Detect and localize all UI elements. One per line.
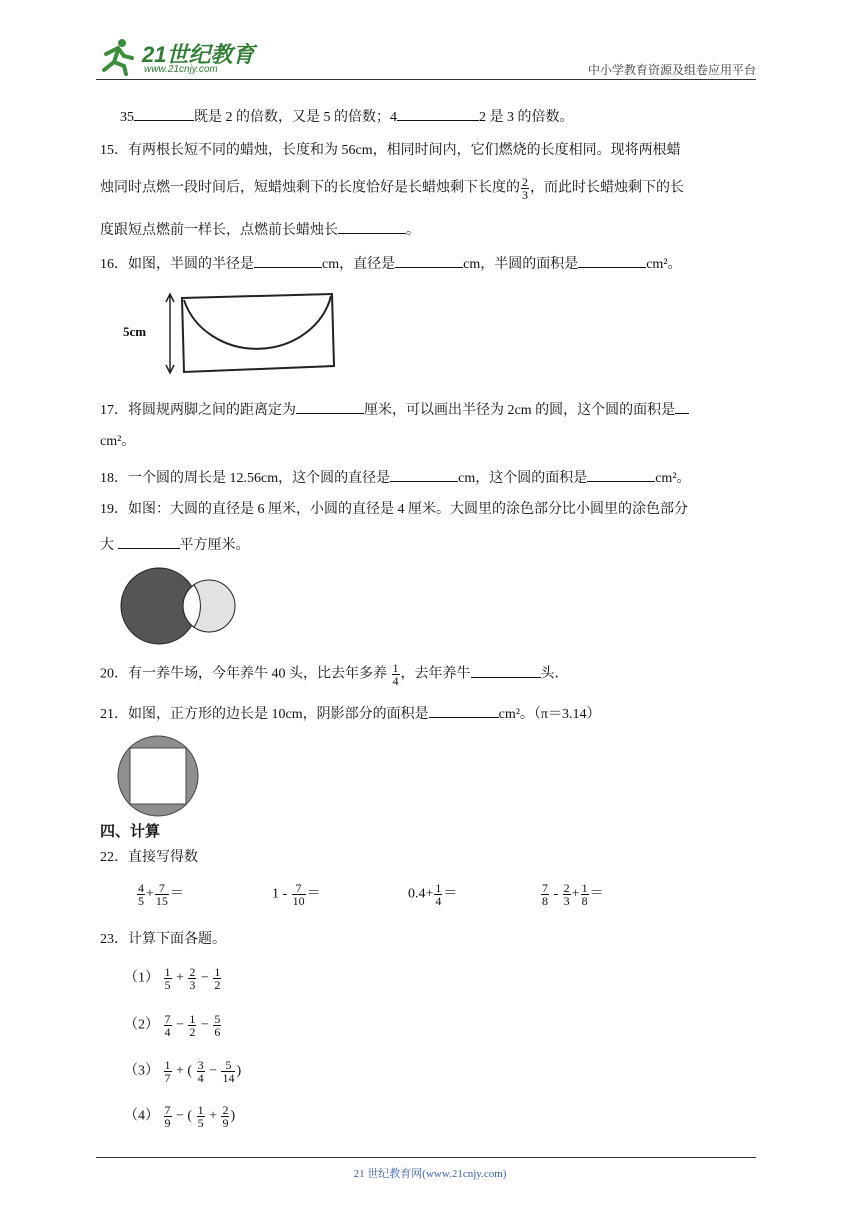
q23-item-3: （3） $\frac{1}{7}$ + ( $\frac{3}{4}$ − $\frac{5}{14}$ )	[124, 1058, 242, 1085]
fraction: $\frac{1}{4}$	[392, 661, 399, 688]
fraction: $\frac{2}{3}$	[522, 175, 528, 202]
q17-line1: 17．将圆规两脚之间的距离定为 厘米，可以画出半径为 2cm 的圆，这个圆的面积是	[100, 399, 689, 421]
q22-expr-4: $\frac{7}{8}$ - $\frac{2}{3}$ + $\frac{1}{8}$ ＝	[542, 881, 604, 908]
q19-line1: 19．如图：大圆的直径是 6 厘米，小圆的直径是 4 厘米。大圆里的涂色部分比小圆里的涂色部分	[100, 502, 688, 517]
footer-divider	[96, 1157, 756, 1158]
q22-expr-3: 0.4+ $\frac{1}{4}$ ＝	[408, 881, 458, 908]
q23-item-4: （4） $\frac{7}{9}$ − ( $\frac{1}{5}$ + $\frac{2}{9}$ )	[124, 1103, 236, 1130]
q15-line3: 度跟短点燃前一样长，点燃前长蜡烛长 。	[100, 219, 420, 241]
q16: 16．如图，半圆的半径是 cm，直径是 cm，半圆的面积是 cm²。	[100, 253, 682, 275]
q23-item-1: （1） $\frac{1}{5}$ + $\frac{2}{3}$ − $\frac{1}{2}$	[124, 965, 221, 992]
header-right-text: 中小学教育资源及组卷应用平台	[587, 63, 756, 77]
q23-item-2: （2） $\frac{7}{4}$ − $\frac{1}{2}$ − $\frac{5}{6}$	[124, 1012, 221, 1039]
q18: 18．一个圆的周长是 12.56cm，这个圆的直径是 cm，这个圆的面积是 cm²。	[100, 467, 691, 489]
runner-logo-icon	[96, 36, 136, 76]
logo-text: 21世纪教育	[142, 42, 255, 67]
circles-figure	[118, 564, 243, 649]
q20: 20．有一养牛场，今年养牛 40 头，比去年多养 $\frac{1}{4}$ ，去年养牛 头．	[100, 661, 569, 688]
q14-cont: 35 既是 2 的倍数，又是 5 的倍数；4 2 是 3 的倍数。	[120, 106, 574, 128]
q21: 21．如图，正方形的边长是 10cm，阴影部分的面积是 cm²。（π＝3.14）	[100, 703, 600, 725]
logo	[96, 36, 256, 78]
q22-title: 22．直接写得数	[100, 850, 198, 865]
q15-line1: 15．有两根长短不同的蜡烛，长度和为 56cm，相同时间内，它们燃烧的长度相同。现将两根蜡	[100, 143, 681, 158]
q22-expr-2: 1 - $\frac{7}{10}$ ＝	[272, 881, 321, 908]
figure-label-5cm: 5cm	[123, 324, 147, 339]
q22-expr-1: $\frac{4}{5}$ + $\frac{7}{15}$ ＝	[138, 881, 184, 908]
section-heading: 四、计算	[100, 823, 161, 840]
q17-line2: cm²。	[100, 434, 136, 449]
q23-title: 23．计算下面各题。	[100, 932, 226, 947]
q15-line2: 烛同时点燃一段时间后，短蜡烛剩下的长度恰好是长蜡烛剩下长度的 $\frac{2}{3}$ ，而此时长蜡烛剩下的长	[100, 175, 684, 202]
header-divider	[96, 79, 756, 80]
square-in-circle-figure	[116, 734, 200, 818]
q19-line2: 大 平方厘米。	[100, 534, 250, 556]
logo-url: www.21cnjy.com	[144, 64, 218, 75]
semicircle-figure	[120, 290, 340, 375]
footer-text: 21 世纪教育网(www.21cnjy.com)	[353, 1168, 507, 1180]
